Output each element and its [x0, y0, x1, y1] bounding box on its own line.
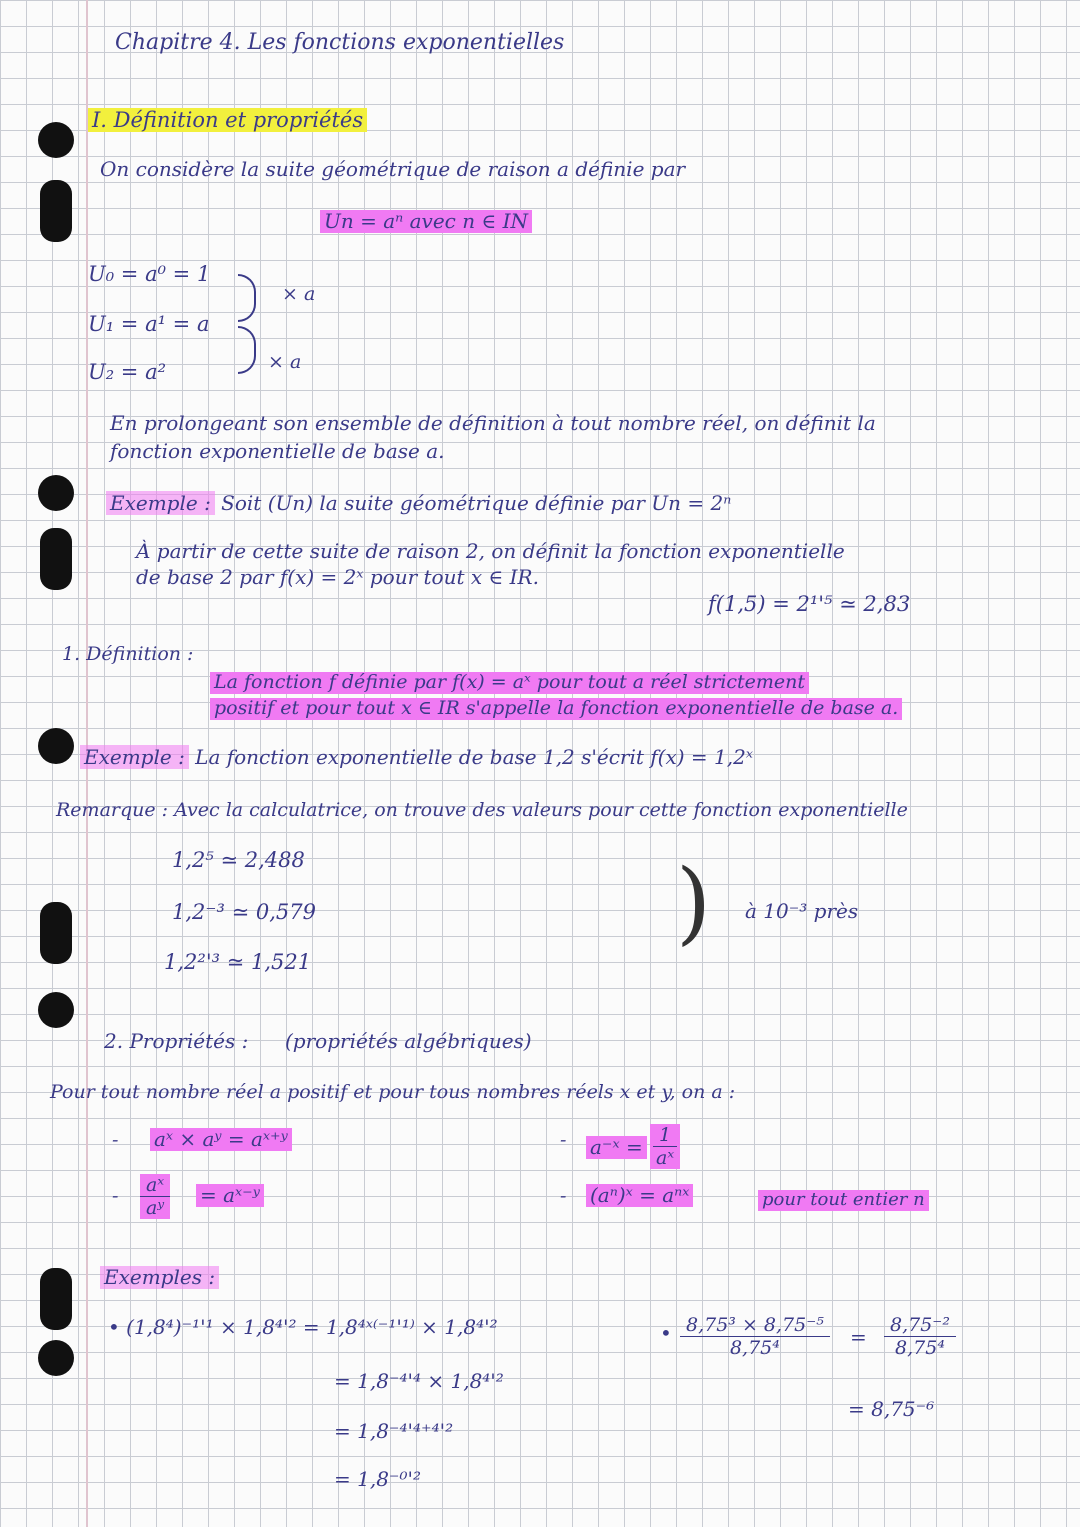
properties-heading: 2. Propriétés :: [104, 1029, 249, 1053]
fraction-numerator: 8,75⁻²: [884, 1314, 956, 1337]
properties-subheading: (propriétés algébriques): [285, 1029, 532, 1053]
binder-hole: [40, 528, 72, 590]
example-a-line: = 1,8⁻⁴'⁴⁺⁴'²: [334, 1419, 454, 1443]
arrow-arc: [238, 274, 256, 322]
fraction-numerator: aˣ: [140, 1174, 170, 1197]
calc-value: 1,2⁵ ≃ 2,488: [172, 848, 305, 872]
fraction-denominator: aʸ: [146, 1197, 165, 1219]
arrow-arc: [238, 326, 256, 374]
page-title: Chapitre 4. Les fonctions exponentielles: [115, 30, 565, 55]
property-inverse-fraction: [650, 1124, 680, 1169]
times-a-label: × a: [268, 351, 302, 373]
properties-intro: Pour tout nombre réel a positif et pour tous nombres réels x et y, on a :: [50, 1081, 736, 1103]
example-label: Exemple :: [80, 745, 189, 769]
equals-sign: =: [850, 1325, 867, 1349]
fraction-denominator: 8,75⁴: [729, 1337, 780, 1359]
binder-hole: [38, 992, 74, 1028]
examples-heading: Exemples :: [100, 1266, 219, 1289]
fraction-numerator: 1: [653, 1124, 677, 1147]
u2-line: U₂ = a²: [88, 360, 167, 384]
fraction-denominator: aˣ: [656, 1147, 675, 1169]
property-inverse-lhs: a⁻ˣ =: [586, 1136, 647, 1159]
times-a-label: × a: [282, 283, 316, 305]
remark-text: Remarque : Avec la calculatrice, on trouve des valeurs pour cette fonction exponentielle: [56, 799, 908, 821]
binder-hole: [40, 180, 72, 242]
precision-note: à 10⁻³ près: [745, 899, 859, 923]
example-text: de base 2 par f(x) = 2ˣ pour tout x ∈ IR.: [136, 565, 539, 589]
intro-text: On considère la suite géométrique de raison a définie par: [100, 157, 686, 181]
suite-formula: Un = aⁿ avec n ∈ IN: [320, 210, 532, 233]
example-a-line: = 1,8⁻⁰'²: [334, 1467, 422, 1491]
bullet-dash: -: [112, 1129, 119, 1151]
extension-text: En prolongeant son ensemble de définition à tout nombre réel, on définit la: [110, 411, 876, 435]
fraction-denominator: 8,75⁴: [895, 1337, 945, 1359]
property-quotient-rhs: = aˣ⁻ʸ: [196, 1184, 264, 1207]
binder-hole: [38, 122, 74, 158]
bullet-dash: -: [560, 1185, 567, 1207]
example-text: À partir de cette suite de raison 2, on définit la fonction exponentielle: [136, 539, 845, 563]
property-product: aˣ × aʸ = aˣ⁺ʸ: [150, 1128, 292, 1151]
binder-hole: [40, 1268, 72, 1330]
fraction-numerator: 8,75³ × 8,75⁻⁵: [680, 1314, 830, 1337]
property-power-note: pour tout entier n: [758, 1190, 929, 1211]
definition-text: positif et pour tout x ∈ IR s'appelle la fonction exponentielle de base a.: [210, 698, 902, 720]
extension-text: fonction exponentielle de base a.: [110, 439, 445, 463]
example-b-result-fraction: [884, 1314, 956, 1359]
property-quotient-fraction: [140, 1174, 170, 1219]
example-label: Exemple :: [106, 491, 215, 515]
calc-value: 1,2²'³ ≃ 1,521: [164, 950, 312, 974]
example-value: f(1,5) = 2¹'⁵ ≃ 2,83: [708, 592, 911, 616]
bullet-dash: -: [560, 1129, 567, 1151]
example-text: La fonction exponentielle de base 1,2 s'écrit f(x) = 1,2ˣ: [195, 745, 753, 769]
binder-hole: [38, 475, 74, 511]
property-power: (aⁿ)ˣ = aⁿˣ: [586, 1184, 693, 1207]
brace: ): [676, 850, 712, 955]
binder-hole: [40, 902, 72, 964]
example-b-fraction: [680, 1314, 830, 1359]
example-b-result: = 8,75⁻⁶: [848, 1397, 935, 1421]
bullet-dash: -: [112, 1185, 119, 1207]
u0-line: U₀ = a⁰ = 1: [88, 262, 211, 286]
section-heading: I. Définition et propriétés: [88, 108, 367, 132]
binder-hole: [38, 1340, 74, 1376]
example-text: Soit (Un) la suite géométrique définie par Un = 2ⁿ: [221, 491, 732, 515]
definition-text: La fonction f définie par f(x) = aˣ pour tout a réel strictement: [210, 672, 809, 694]
calc-value: 1,2⁻³ ≃ 0,579: [172, 900, 316, 924]
binder-hole: [38, 728, 74, 764]
example-a-line: = 1,8⁻⁴'⁴ × 1,8⁴'²: [334, 1369, 504, 1393]
u1-line: U₁ = a¹ = a: [88, 312, 210, 336]
example-a-line: • (1,8⁴)⁻¹'¹ × 1,8⁴'² = 1,8⁴ˣ⁽⁻¹'¹⁾ × 1,8⁴'²: [108, 1315, 498, 1339]
definition-heading: 1. Définition :: [62, 643, 194, 665]
